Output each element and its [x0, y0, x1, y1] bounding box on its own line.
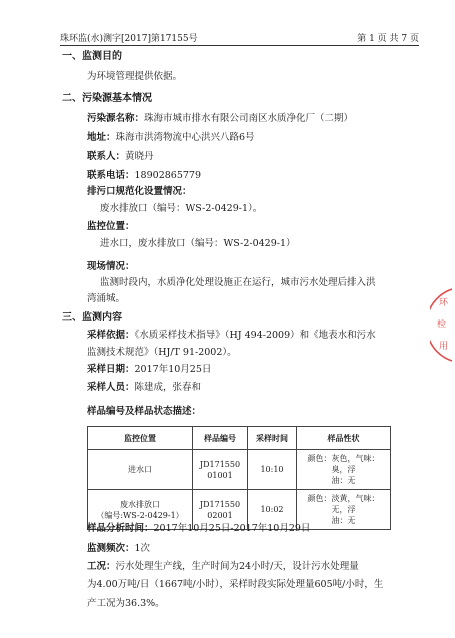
analysis-time: 样品分析时间：2017年10月25日-2017年10月29日 [87, 523, 311, 534]
monitoring-frequency: 监测频次：1次 [87, 543, 151, 554]
section-2-title: 二、污染源基本情况 [62, 93, 152, 104]
table-header-cell: 采样时间 [248, 427, 297, 450]
monitoring-position-text: 进水口，废水排放口（编号：WS-2-0429-1） [100, 238, 296, 249]
working-condition-line-2: 为4.00万吨/日（1667吨/小时），采样时段实际处理量605吨/小时，生 [87, 579, 384, 590]
page-header [60, 27, 419, 46]
sample-table [87, 426, 391, 530]
table-cell-time: 10:10 [248, 450, 297, 490]
table-cell-position: 进水口 [88, 450, 193, 490]
section-3-title: 三、监测内容 [62, 312, 122, 323]
official-seal-stamp [430, 285, 452, 365]
table-cell-position: 废水排放口 （编号:WS-2-0429-1） [88, 490, 193, 530]
table-cell-description: 颜色：灰色，气味：臭，浮 油：无 [297, 450, 391, 490]
working-condition-line-1: 工况：污水处理生产线，生产时间为24小时/天，设计污水处理量 [87, 561, 359, 572]
monitoring-position-title: 监控位置： [87, 221, 135, 232]
pollution-source-name: 污染源名称：珠海市城市排水有限公司南区水质净化厂（二期） [87, 113, 354, 124]
site-condition-line-2: 湾涌城。 [87, 293, 126, 304]
seal-char: 环 [439, 298, 449, 308]
outlet-title: 排污口规范化设置情况： [87, 186, 192, 197]
seal-char: 检 [437, 320, 447, 330]
table-cell-sample-id: JD171550 01001 [193, 450, 248, 490]
working-condition-line-3: 产工况为36.3%。 [87, 598, 165, 609]
contact-phone: 联系电话：18902865779 [87, 170, 202, 181]
table-header-cell: 监控位置 [88, 427, 193, 450]
sample-table-title: 样品编号及样品状态描述： [87, 406, 202, 417]
site-condition-title: 现场情况： [87, 261, 135, 272]
document-number: 珠环监(水)测字[2017]第17155号 [60, 34, 198, 44]
table-cell-time: 10:02 [248, 490, 297, 530]
sampling-basis-line-2: 监测技术规范》（HJ/T 91-2002）。 [87, 347, 237, 358]
sampling-staff: 采样人员：陈建成，张春和 [87, 382, 202, 393]
outlet-text: 废水排放口（编号：WS-2-0429-1）。 [100, 203, 263, 214]
contact-person: 联系人：黄晓丹 [87, 151, 154, 162]
table-header-row [88, 427, 391, 450]
table-header-cell: 样品性状 [297, 427, 391, 450]
table-cell-description: 颜色：淡黄，气味：无，浮 油：无 [297, 490, 391, 530]
sampling-date: 采样日期：2017年10月25日 [87, 364, 212, 375]
seal-char: 用 [439, 342, 449, 352]
section-1-title: 一、监测目的 [62, 51, 122, 62]
address: 地址：珠海市洪湾物流中心洪兴八路6号 [87, 132, 255, 143]
table-header-cell: 样品编号 [193, 427, 248, 450]
site-condition-line-1: 监测时段内，水质净化处理设施正在运行，城市污水处理后排入洪 [100, 277, 376, 288]
sampling-basis-line-1: 采样依据：《水质采样技术指导》（HJ 494-2009）和《地表水和污水 [87, 330, 376, 341]
table-cell-sample-id: JD171550 02001 [193, 490, 248, 530]
page-number: 第 1 页 共 7 页 [357, 34, 419, 44]
monitoring-purpose-text: 为环境管理提供依据。 [87, 71, 183, 82]
table-row [88, 450, 391, 490]
